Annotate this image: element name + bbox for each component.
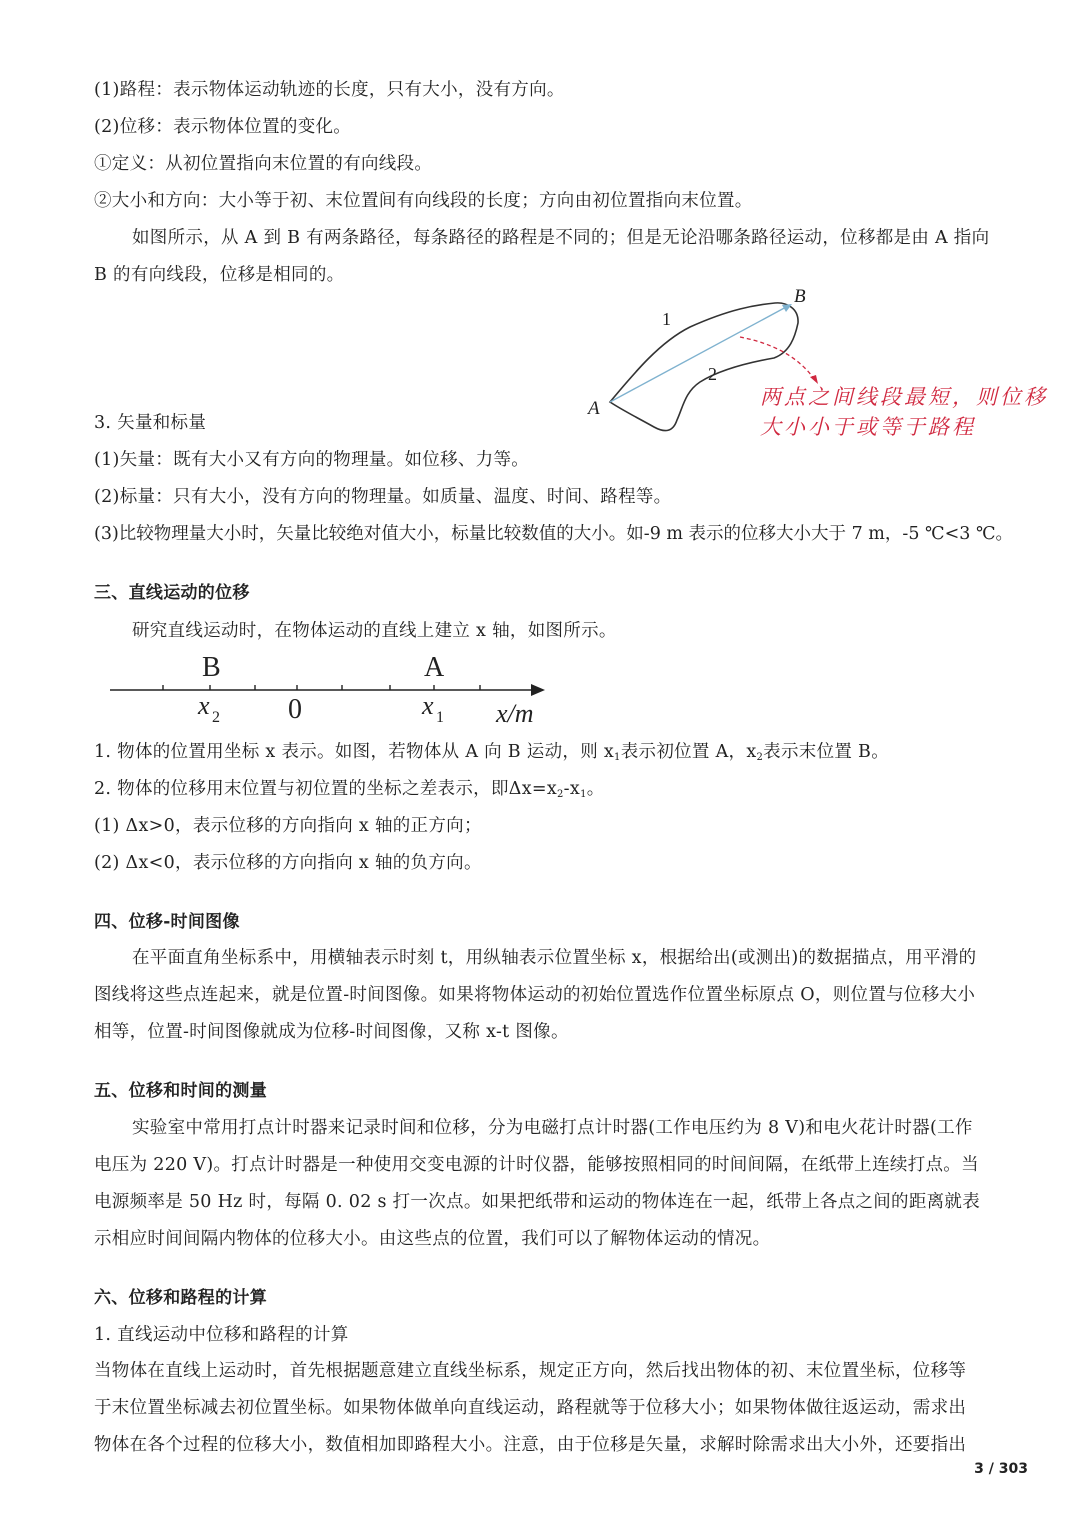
paragraph-vector: (1)矢量：既有大小又有方向的物理量。如位移、力等。 xyxy=(94,450,530,470)
paragraph-measurement-line3: 电源频率是 50 Hz 时，每隔 0. 02 s 打一次点。如果把纸带和运动的物体连在一起，纸带上各点之间的距离就表 xyxy=(94,1192,981,1212)
paragraph-distance: (1)路程：表示物体运动轨迹的长度，只有大小，没有方向。 xyxy=(94,80,565,100)
paragraph-axis-intro: 研究直线运动时，在物体运动的直线上建立 x 轴，如图所示。 xyxy=(132,621,617,641)
x2-subscript: 2 xyxy=(212,709,220,726)
paragraph-example-line1: 如图所示，从 A 到 B 有两条路径，每条路径的路程是不同的；但是无论沿哪条路径运动，位移都是由 A 指向 xyxy=(132,228,990,248)
page-number: 3 / 303 xyxy=(974,1461,1028,1477)
handwritten-note-line1: 两点之间线段最短，则位移 xyxy=(760,385,1048,409)
label-b: B xyxy=(794,286,806,307)
paragraph-calculation-line1: 当物体在直线上运动时，首先根据题意建立直线坐标系，规定正方向，然后找出物体的初、末位置坐标，位移等 xyxy=(94,1361,967,1381)
handwritten-note-line2: 大小小于或等于路程 xyxy=(760,415,976,439)
label-a: A xyxy=(588,398,600,419)
paragraph-calculation-line2: 于末位置坐标减去初位置坐标。如果物体做单向直线运动，路程就等于位移大小；如果物体做往返运动，需求出 xyxy=(94,1398,967,1418)
paragraph-definition: ①定义：从初位置指向末位置的有向线段。 xyxy=(94,154,433,174)
label-path-2: 2 xyxy=(708,364,717,384)
x1-label: x xyxy=(422,691,434,720)
section-vector-scalar-title: 3. 矢量和标量 xyxy=(94,413,207,433)
paragraph-positive-direction: (1) Δx>0，表示位移的方向指向 x 轴的正方向； xyxy=(94,816,482,836)
x2-label: x xyxy=(198,691,210,720)
paragraph-calculation-line3: 物体在各个过程的位移大小，数值相加即路程大小。注意，由于位移是矢量，求解时除需求出大小外，还要指出 xyxy=(94,1435,967,1455)
number-line-svg xyxy=(100,648,560,730)
paragraph-magnitude-direction: ②大小和方向：大小等于初、末位置间有向线段的长度；方向由初位置指向末位置。 xyxy=(94,191,753,211)
paragraph-position-coordinate: 1. 物体的位置用坐标 x 表示。如图，若物体从 A 向 B 运动，则 $x_1$表示初位置 A，$x_2$表示末位置 B。 xyxy=(94,742,889,763)
paragraph-measurement-line4: 示相应时间间隔内物体的位移大小。由这些点的位置，我们可以了解物体运动的情况。 xyxy=(94,1229,771,1249)
paragraph-compare: (3)比较物理量大小时，矢量比较绝对值大小，标量比较数值的大小。如-9 m 表示的位移大小大于 7 m，-5 ℃<3 ℃。 xyxy=(94,524,1014,544)
heading-linear-displacement: 三、直线运动的位移 xyxy=(94,583,250,603)
axis-arrowhead xyxy=(531,684,545,696)
paragraph-graph-line1: 在平面直角坐标系中，用横轴表示时刻 t，用纵轴表示位置坐标 x，根据给出(或测出)的数据描点，用平滑的 xyxy=(132,948,977,968)
paragraph-measurement-line2: 电压为 220 V)。打点计时器是一种使用交变电源的计时仪器，能够按照相同的时间间隔，在纸带上连续打点。当 xyxy=(94,1155,979,1175)
heading-displacement-time-graph: 四、位移-时间图像 xyxy=(94,912,240,932)
paragraph-negative-direction: (2) Δx<0，表示位移的方向指向 x 轴的负方向。 xyxy=(94,853,482,873)
paragraph-graph-line2: 图线将这些点连起来，就是位置-时间图像。如果将物体运动的初始位置选作位置坐标原点 O，则位置与位移大小 xyxy=(94,985,976,1005)
point-b-label: B xyxy=(202,652,221,683)
annotation-pointer xyxy=(740,337,815,380)
paragraph-scalar: (2)标量：只有大小，没有方向的物理量。如质量、温度、时间、路程等。 xyxy=(94,487,672,507)
label-path-1: 1 xyxy=(662,309,671,329)
paragraph-displacement-formula: 2. 物体的位移用末位置与初位置的坐标之差表示，即$\Delta x=x_2-x_1$。 xyxy=(94,779,605,800)
point-a-label: A xyxy=(424,652,445,683)
number-line-diagram xyxy=(100,648,560,730)
x1-subscript: 1 xyxy=(436,709,444,726)
paragraph-example-line2: B 的有向线段，位移是相同的。 xyxy=(94,265,345,285)
heading-measurement: 五、位移和时间的测量 xyxy=(94,1081,267,1101)
origin-label: 0 xyxy=(288,694,302,725)
heading-calculation: 六、位移和路程的计算 xyxy=(94,1288,267,1308)
axis-unit-label: x/m xyxy=(496,699,534,728)
subheading-linear-calculation: 1. 直线运动中位移和路程的计算 xyxy=(94,1325,349,1345)
paragraph-graph-line3: 相等，位置-时间图像就成为位移-时间图像，又称 x-t 图像。 xyxy=(94,1022,569,1042)
paragraph-measurement-line1: 实验室中常用打点计时器来记录时间和位移，分为电磁打点计时器(工作电压约为 8 V)和电火花计时器(工作 xyxy=(132,1118,973,1138)
paragraph-displacement: (2)位移：表示物体位置的变化。 xyxy=(94,117,352,137)
